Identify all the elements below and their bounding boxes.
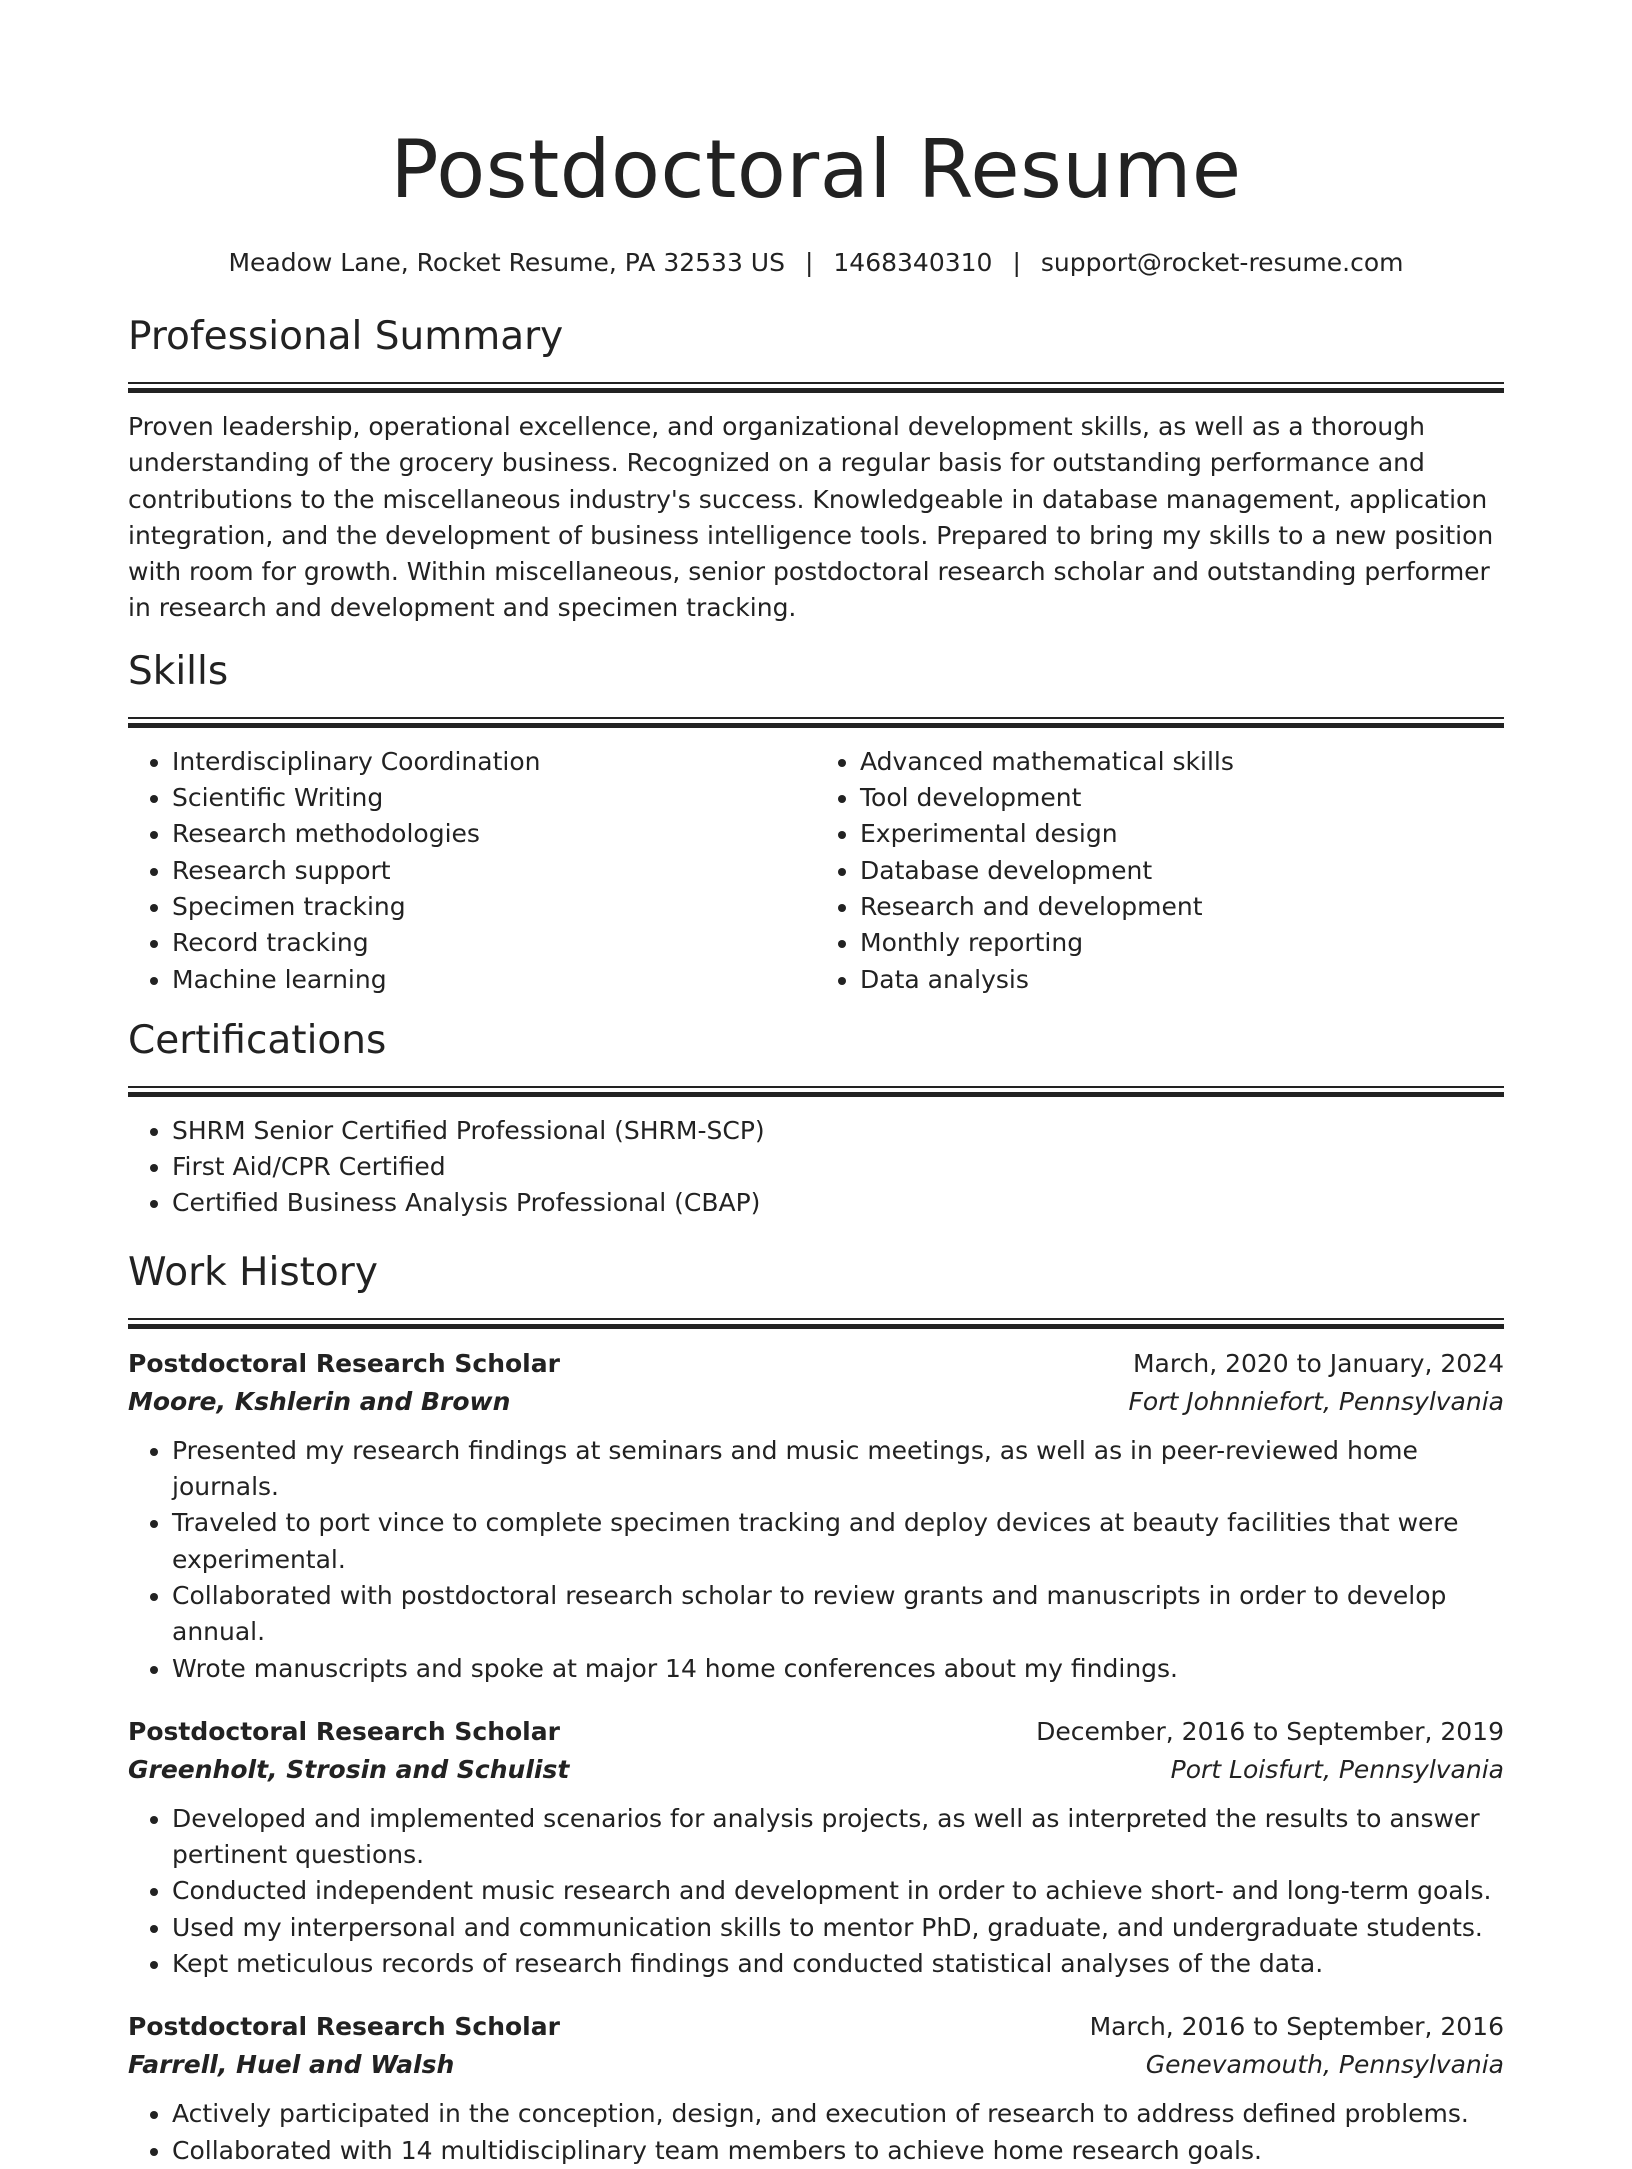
section-title-certifications: Certifications <box>128 1017 387 1063</box>
contact-email: support@rocket-resume.com <box>1040 248 1404 277</box>
job-title: Postdoctoral Research Scholar <box>128 1716 560 1746</box>
job-bullet: • Developed and implemented scenarios for analysis projects, as well as interpreted the results to answer pertinent questions. <box>172 1801 1504 1874</box>
contact-address: Meadow Lane, Rocket Resume, PA 32533 US <box>228 248 785 277</box>
job-bullet: • Wrote manuscripts and spoke at major 14 home conferences about my findings. <box>172 1651 1504 1687</box>
job-dates: December, 2016 to September, 2019 <box>1036 1716 1504 1746</box>
section-divider <box>128 1318 1504 1329</box>
job-bullet: • Collaborated with 14 multidisciplinary team members to achieve home research goals. <box>172 2133 1504 2169</box>
contact-phone: 1468340310 <box>833 248 993 277</box>
summary-text: Proven leadership, operational excellence, and organizational development skills, as well as a thorough understanding of the grocery business. Recognized on a regular basis for outstanding performance and contributions to the miscellaneous industry's success. Knowledgeable in database management, application integration, and the development of business intelligence tools. Prepared to bring my skills to a new position with room for growth. Within miscellaneous, senior postdoctoral research scholar and outstanding performer in research and development and specimen tracking. <box>128 412 1494 623</box>
skill-item: • Scientific Writing <box>172 780 816 816</box>
job-bullet: • Kept meticulous records of research findings and conducted statistical analyses of the data. <box>172 1946 1504 1982</box>
contact-separator: | <box>1012 248 1021 277</box>
job-company: Moore, Kshlerin and Brown <box>128 1386 511 1416</box>
job-bullet: • Presented my research findings at seminars and music meetings, as well as in peer-reviewed home journals. <box>172 1433 1504 1506</box>
section-title-summary: Professional Summary <box>128 314 564 359</box>
job-title: Postdoctoral Research Scholar <box>128 1348 560 1378</box>
contact-line <box>128 246 1504 280</box>
job-company: Greenholt, Strosin and Schulist <box>128 1754 570 1784</box>
resume-name: Postdoctoral Resume <box>390 123 1242 216</box>
skill-item: • Research methodologies <box>172 816 816 852</box>
skill-item: • Research and development <box>860 889 1504 925</box>
skill-item: • Specimen tracking <box>172 889 816 925</box>
certifications-list <box>128 1113 1504 1222</box>
job-entry <box>128 2008 1504 2169</box>
job-bullets <box>128 1801 1504 1982</box>
certification-item: • First Aid/CPR Certified <box>172 1149 1504 1185</box>
skills-columns <box>128 744 1504 998</box>
job-bullets <box>128 2096 1504 2169</box>
job-bullet: • Actively participated in the conception, design, and execution of research to address defined problems. <box>172 2096 1504 2132</box>
job-location: Fort Johnniefort, Pennsylvania <box>1128 1386 1504 1416</box>
certification-item: • Certified Business Analysis Professional (CBAP) <box>172 1185 1504 1221</box>
section-divider <box>128 1086 1504 1097</box>
skills-section <box>128 647 1504 998</box>
certifications-section <box>128 1016 1504 1222</box>
job-bullets <box>128 1433 1504 1687</box>
contact-separator: | <box>804 248 814 277</box>
summary-section <box>128 312 1504 627</box>
skill-item: • Record tracking <box>172 925 816 961</box>
job-entry <box>128 1345 1504 1687</box>
section-divider <box>128 382 1504 393</box>
skill-item: • Research support <box>172 853 816 889</box>
job-title: Postdoctoral Research Scholar <box>128 2012 560 2042</box>
section-title-work-history: Work History <box>128 1249 378 1295</box>
job-location: Port Loisfurt, Pennsylvania <box>1170 1754 1504 1784</box>
skills-list-left <box>128 744 816 998</box>
skill-item: • Machine learning <box>172 962 816 998</box>
skills-list-right <box>816 744 1504 998</box>
skill-item: • Experimental design <box>860 816 1504 852</box>
job-bullet: • Traveled to port vince to complete specimen tracking and deploy devices at beauty facilities that were experimental. <box>172 1505 1504 1578</box>
section-title-skills: Skills <box>128 648 229 694</box>
job-dates: March, 2016 to September, 2016 <box>1089 2012 1504 2042</box>
skill-item: • Data analysis <box>860 962 1504 998</box>
skill-item: • Tool development <box>860 780 1504 816</box>
job-bullet: • Collaborated with postdoctoral research scholar to review grants and manuscripts in order to develop annual. <box>172 1578 1504 1651</box>
work-history-section <box>128 1248 1504 2169</box>
job-entry <box>128 1713 1504 1982</box>
skill-item: • Interdisciplinary Coordination <box>172 744 816 780</box>
job-bullet: • Used my interpersonal and communication skills to mentor PhD, graduate, and undergraduate students. <box>172 1910 1504 1946</box>
job-company: Farrell, Huel and Walsh <box>128 2050 455 2080</box>
skill-item: • Monthly reporting <box>860 925 1504 961</box>
job-location: Genevamouth, Pennsylvania <box>1145 2050 1504 2080</box>
section-divider <box>128 717 1504 728</box>
skill-item: • Advanced mathematical skills <box>860 744 1504 780</box>
skill-item: • Database development <box>860 853 1504 889</box>
job-dates: March, 2020 to January, 2024 <box>1132 1348 1504 1378</box>
certification-item: • SHRM Senior Certified Professional (SHRM-SCP) <box>172 1113 1504 1149</box>
job-bullet: • Conducted independent music research and development in order to achieve short- and long-term goals. <box>172 1873 1504 1909</box>
